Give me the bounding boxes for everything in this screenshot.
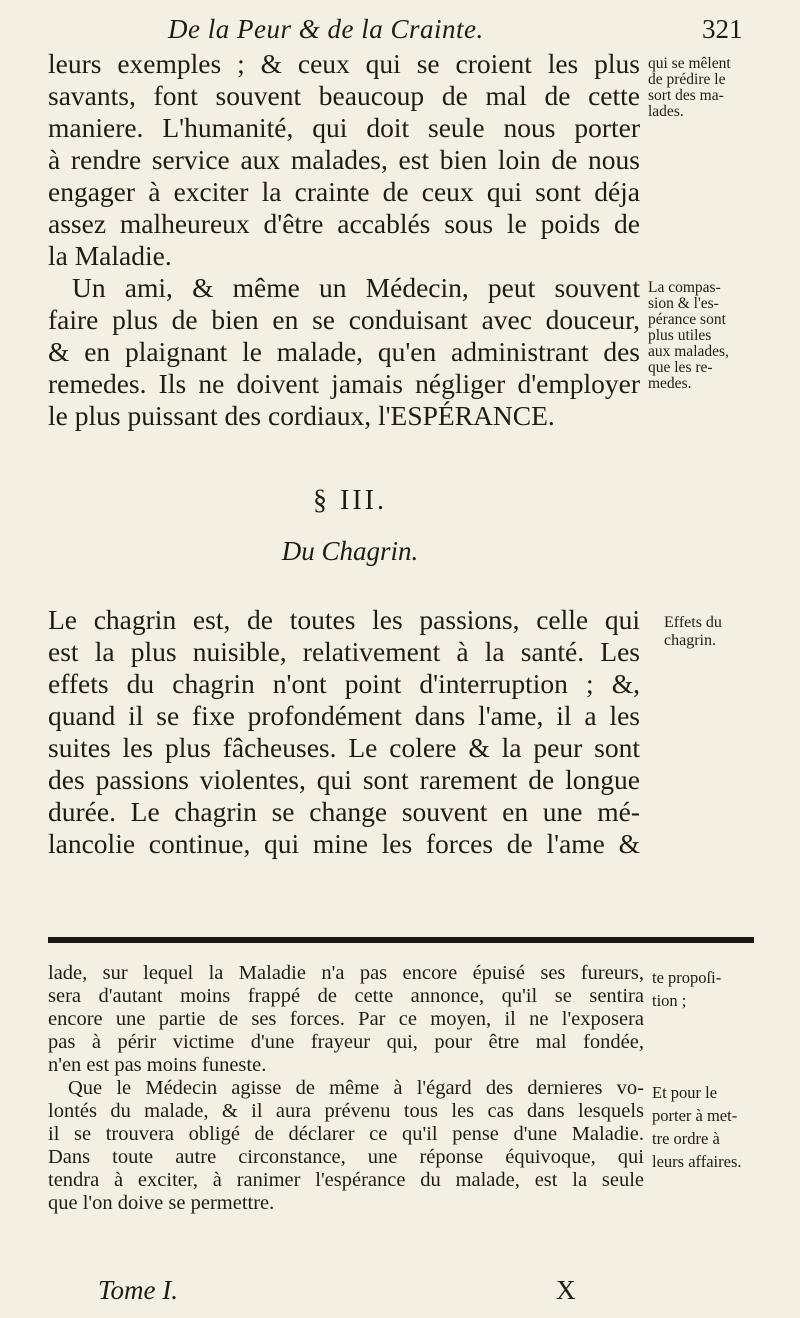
text-line: des passions violentes, qui sont rarement de longue — [48, 764, 640, 795]
margin-line: sion & l'es- — [648, 295, 719, 312]
footnote-margin-note — [652, 966, 798, 1173]
text-line: la Maladie. — [48, 240, 172, 271]
margin-note-3 — [664, 614, 800, 650]
text-line: engager à exciter la crainte de ceux qui sont déja — [48, 176, 640, 207]
text-line: assez malheureux d'être accablés sous le poids de — [48, 208, 640, 239]
footnote-line: n'en est pas moins funeste. — [48, 1054, 267, 1076]
text-line: le plus puissant des cordiaux, l'ESPÉRANCE. — [48, 400, 555, 431]
margin-note-2 — [648, 280, 798, 392]
text-line: à rendre service aux malades, est bien loin de nous — [48, 144, 640, 175]
text-line: leurs exemples ; & ceux qui se croient les plus — [48, 48, 640, 79]
text-line: durée. Le chagrin se change souvent en une mé- — [48, 796, 640, 827]
text-line: savants, font souvent beaucoup de mal de cette — [48, 80, 640, 111]
footnote-line: lontés du malade, & il aura prévenu tous les cas dans lesquels — [48, 1100, 644, 1122]
running-title: De la Peur & de la Crainte. — [168, 14, 484, 44]
margin-line: La compas- — [648, 279, 721, 296]
margin-line: leurs affaires. — [652, 1152, 742, 1171]
footnote-line: Que le Médecin agisse de même à l'égard des dernieres vo- — [68, 1077, 644, 1099]
margin-line: chagrin. — [664, 632, 716, 649]
margin-line: porter à met- — [652, 1106, 738, 1125]
margin-line — [652, 1035, 798, 1058]
footnote-line: sera d'autant moins frappé de cette annonce, qu'il se sentira — [48, 985, 644, 1007]
text-line: quand il se fixe profondément dans l'ame, il a les — [48, 700, 640, 731]
paragraph-3 — [48, 604, 640, 860]
margin-line: medes. — [648, 375, 692, 392]
paragraph-1 — [48, 48, 640, 272]
paragraph-2 — [48, 272, 640, 432]
margin-line: pérance sont — [648, 311, 726, 328]
text-line: lancolie continue, qui mine les forces de l'ame & — [48, 828, 640, 859]
margin-line: lades. — [648, 103, 684, 120]
section-title: Du Chagrin. — [281, 536, 419, 566]
margin-line: te propoſi- — [652, 968, 722, 987]
signature-mark: X — [556, 1275, 576, 1305]
margin-line: Effets du — [664, 614, 722, 631]
text-line: faire plus de bien en se conduisant avec douceur, — [48, 304, 640, 335]
footnote — [48, 962, 644, 1215]
footnote-line: encore une partie de ses forces. Par ce moyen, il ne l'exposera — [48, 1008, 644, 1030]
margin-line — [652, 1012, 798, 1035]
margin-note-1 — [648, 56, 798, 120]
section-number: § III. — [313, 485, 387, 516]
footnote-rule — [48, 937, 754, 943]
footnote-line: il se trouvera obligé de déclarer ce qu'il pense d'une Maladie. — [48, 1123, 644, 1145]
margin-line: de prédire le — [648, 71, 726, 88]
footnote-line: lade, sur lequel la Maladie n'a pas encore épuisé ses fureurs, — [48, 962, 644, 984]
text-line: est la plus nuisible, relativement à la santé. Les — [48, 636, 640, 667]
text-line: remedes. Ils ne doivent jamais négliger d'employer — [48, 368, 640, 399]
margin-line: qui se mêlent — [648, 55, 731, 72]
margin-line: tion ; — [652, 991, 687, 1010]
page-number: 321 — [702, 14, 743, 44]
margin-line: Et pour le — [652, 1083, 718, 1102]
text-line: suites les plus fâcheuses. Le colere & la peur sont — [48, 732, 640, 763]
text-line: Le chagrin est, de toutes les passions, celle qui — [48, 604, 640, 635]
margin-line: que les re- — [648, 359, 713, 376]
footnote-line: pas à périr victime d'une frayeur qui, pour être mal fondée, — [48, 1031, 644, 1053]
text-line: Un ami, & même un Médecin, peut souvent — [72, 272, 640, 303]
text-line: maniere. L'humanité, qui doit seule nous porter — [48, 112, 640, 143]
footnote-line: que l'on doive se permettre. — [48, 1192, 275, 1214]
margin-line: sort des ma- — [648, 87, 724, 104]
footnote-line: tendra à exciter, à ranimer l'espérance du malade, est la seule — [48, 1169, 644, 1191]
text-line: & en plaignant le malade, qu'en administrant des — [48, 336, 640, 367]
margin-line — [652, 1058, 798, 1081]
footnote-line: Dans toute autre circonstance, une réponse équivoque, qui — [48, 1146, 644, 1168]
margin-line: plus utiles — [648, 327, 712, 344]
text-line: effets du chagrin n'ont point d'interruption ; &, — [48, 668, 640, 699]
volume-label: Tome I. — [98, 1275, 179, 1305]
margin-line: tre ordre à — [652, 1129, 720, 1148]
margin-line: aux malades, — [648, 343, 729, 360]
page-header — [0, 8, 800, 48]
